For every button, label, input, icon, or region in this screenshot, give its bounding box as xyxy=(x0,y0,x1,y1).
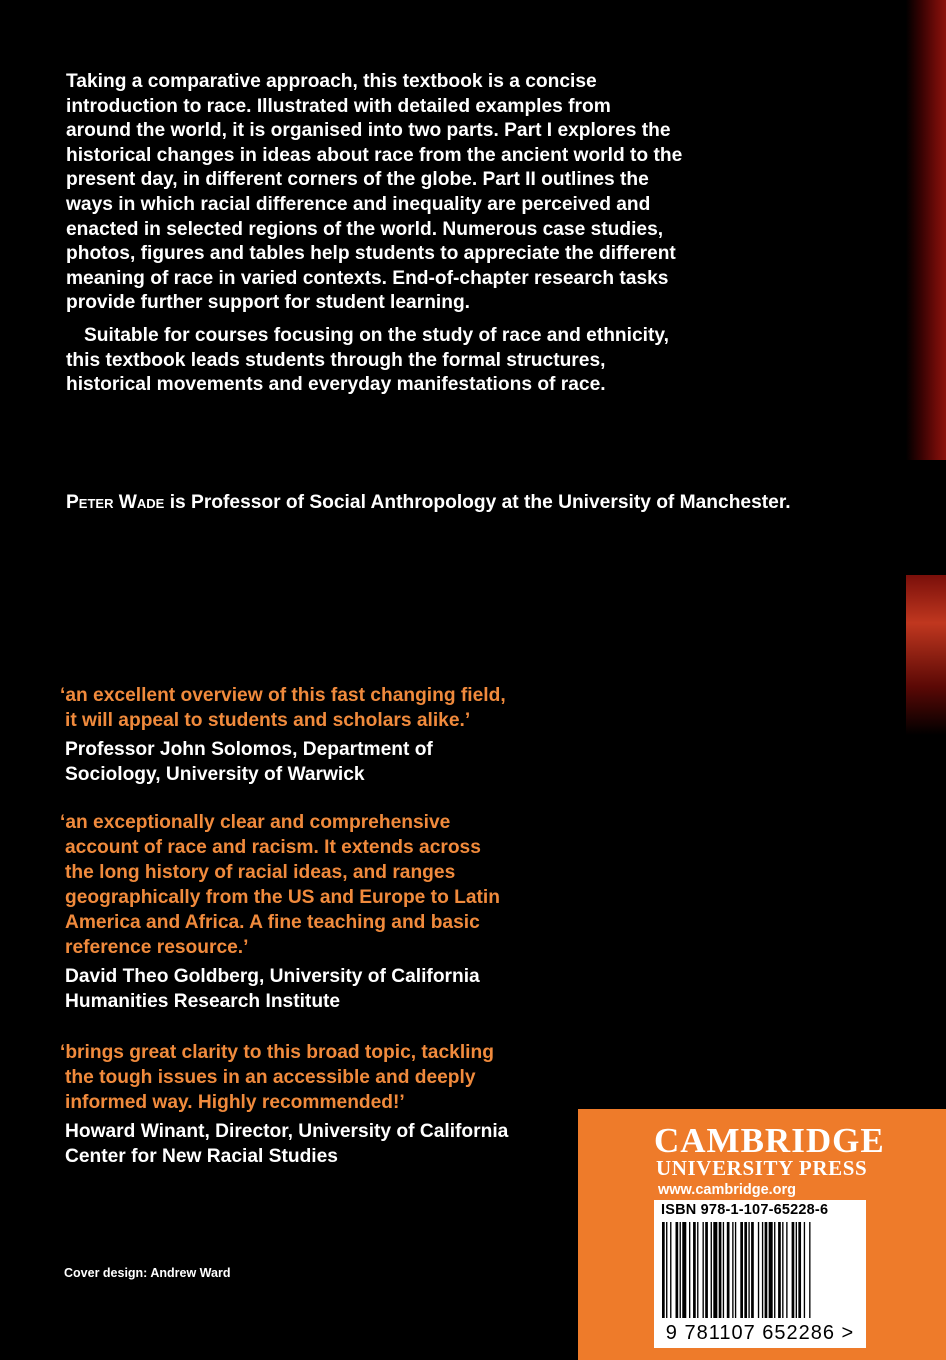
blurb-line: enacted in selected regions of the world. Numerous case studies, xyxy=(66,218,664,240)
blurb-line: present day, in different corners of the globe. Part II outlines the xyxy=(66,169,649,191)
barcode-bar xyxy=(786,1222,787,1318)
blurb-paragraph-1 xyxy=(66,70,786,316)
barcode-bar xyxy=(735,1222,736,1318)
barcode-bar xyxy=(666,1222,667,1318)
isbn-label: ISBN 978-1-107-65228-6 xyxy=(661,1202,829,1218)
barcode-bar xyxy=(744,1222,747,1318)
review-quote xyxy=(60,1040,580,1115)
barcode-bar xyxy=(732,1222,733,1318)
attribution-line: David Theo Goldberg, University of California xyxy=(65,966,480,987)
attribution-line: Humanities Research Institute xyxy=(65,991,341,1012)
barcode-bar xyxy=(676,1222,679,1318)
barcode-bar xyxy=(703,1222,704,1318)
barcode-bar xyxy=(765,1222,768,1318)
blurb-line: historical movements and everyday manifestations of race. xyxy=(66,374,606,396)
review-solomos xyxy=(60,683,580,787)
blurb-line: around the world, it is organised into two parts. Part I explores the xyxy=(66,120,671,142)
quote-line: geographically from the US and Europe to Latin xyxy=(65,887,500,908)
barcode-bar xyxy=(758,1222,759,1318)
review-winant xyxy=(60,1040,580,1169)
blurb-line: introduction to race. Illustrated with detailed examples from xyxy=(66,95,611,117)
author-name: Peter Wade xyxy=(66,492,165,513)
review-quote xyxy=(60,683,580,733)
quote-line: the tough issues in an accessible and deeply xyxy=(65,1067,476,1088)
blurb-line: meaning of race in varied contexts. End-of-chapter research tasks xyxy=(66,267,669,289)
barcode-bar xyxy=(705,1222,708,1318)
review-goldberg xyxy=(60,810,580,1014)
quote-line: reference resource.’ xyxy=(65,937,249,958)
barcode-bar xyxy=(740,1222,743,1318)
barcode-bar xyxy=(751,1222,754,1318)
blurb-line: Suitable for courses focusing on the study of race and ethnicity, xyxy=(84,324,669,346)
blurb-line: ways in which racial difference and inequality are perceived and xyxy=(66,193,651,215)
barcode-bar xyxy=(792,1222,795,1318)
barcode-bar xyxy=(670,1222,671,1318)
barcode-bar xyxy=(680,1222,681,1318)
spine-glow-middle xyxy=(906,575,946,735)
barcode-bar xyxy=(689,1222,690,1318)
quote-line: it will appeal to students and scholars alike.’ xyxy=(65,710,471,731)
attribution-line: Professor John Solomos, Department of xyxy=(65,739,433,760)
spine-glow-top xyxy=(906,0,946,460)
barcode-bar xyxy=(682,1222,686,1318)
barcode-bar xyxy=(748,1222,749,1318)
publisher-url: www.cambridge.org xyxy=(658,1182,797,1198)
quote-line: the long history of racial ideas, and ranges xyxy=(65,862,456,883)
quote-line: informed way. Highly recommended!’ xyxy=(65,1092,405,1113)
cover-design-credit: Cover design: Andrew Ward xyxy=(64,1266,231,1280)
barcode-bar xyxy=(769,1222,773,1318)
blurb-line: provide further support for student learning. xyxy=(66,292,471,314)
barcode-bars xyxy=(660,1222,860,1322)
barcode-digits: 9 781107 652286 > xyxy=(665,1322,855,1344)
publisher-subname: UNIVERSITY PRESS xyxy=(656,1156,868,1180)
barcode-bar xyxy=(774,1222,775,1318)
barcode-bar xyxy=(719,1222,722,1318)
blurb-paragraph-2 xyxy=(66,324,786,398)
quote-line: account of race and racism. It extends across xyxy=(65,837,481,858)
barcode-bar xyxy=(697,1222,698,1318)
barcode-bar xyxy=(762,1222,763,1318)
blurb-line: this textbook leads students through the formal structures, xyxy=(66,349,606,371)
quote-line: ‘an exceptionally clear and comprehensive xyxy=(60,812,451,833)
barcode-bar xyxy=(798,1222,801,1318)
blurb-line: photos, figures and tables help students to appreciate the different xyxy=(66,243,676,265)
blurb-line: historical changes in ideas about race from the ancient world to the xyxy=(66,144,683,166)
review-quote xyxy=(60,810,580,960)
barcode-bar xyxy=(723,1222,724,1318)
book-blurb xyxy=(66,70,786,398)
barcode-bar xyxy=(782,1222,783,1318)
attribution-line: Center for New Racial Studies xyxy=(65,1146,338,1167)
attribution-line: Howard Winant, Director, University of California xyxy=(65,1121,509,1142)
barcode-card xyxy=(654,1200,866,1348)
quote-line: ‘brings great clarity to this broad topic, tackling xyxy=(60,1042,494,1063)
author-note xyxy=(66,491,906,515)
barcode-bar xyxy=(713,1222,717,1318)
barcode-bar xyxy=(727,1222,730,1318)
review-attribution xyxy=(65,737,580,787)
review-attribution xyxy=(65,1119,580,1169)
barcode-bar xyxy=(809,1222,810,1318)
barcode-bar xyxy=(796,1222,797,1318)
review-attribution xyxy=(65,964,580,1014)
barcode-bar xyxy=(804,1222,805,1318)
attribution-line: Sociology, University of Warwick xyxy=(65,764,365,785)
quote-line: America and Africa. A fine teaching and basic xyxy=(65,912,480,933)
barcode-bar xyxy=(778,1222,781,1318)
author-description: is Professor of Social Anthropology at the University of Manchester. xyxy=(164,492,791,513)
barcode-bar xyxy=(662,1222,665,1318)
barcode-bar xyxy=(693,1222,696,1318)
blurb-line: Taking a comparative approach, this textbook is a concise xyxy=(66,71,597,92)
barcode-bar xyxy=(711,1222,712,1318)
quote-line: ‘an excellent overview of this fast changing field, xyxy=(60,685,506,706)
publisher-name: CAMBRIDGE xyxy=(654,1121,885,1160)
